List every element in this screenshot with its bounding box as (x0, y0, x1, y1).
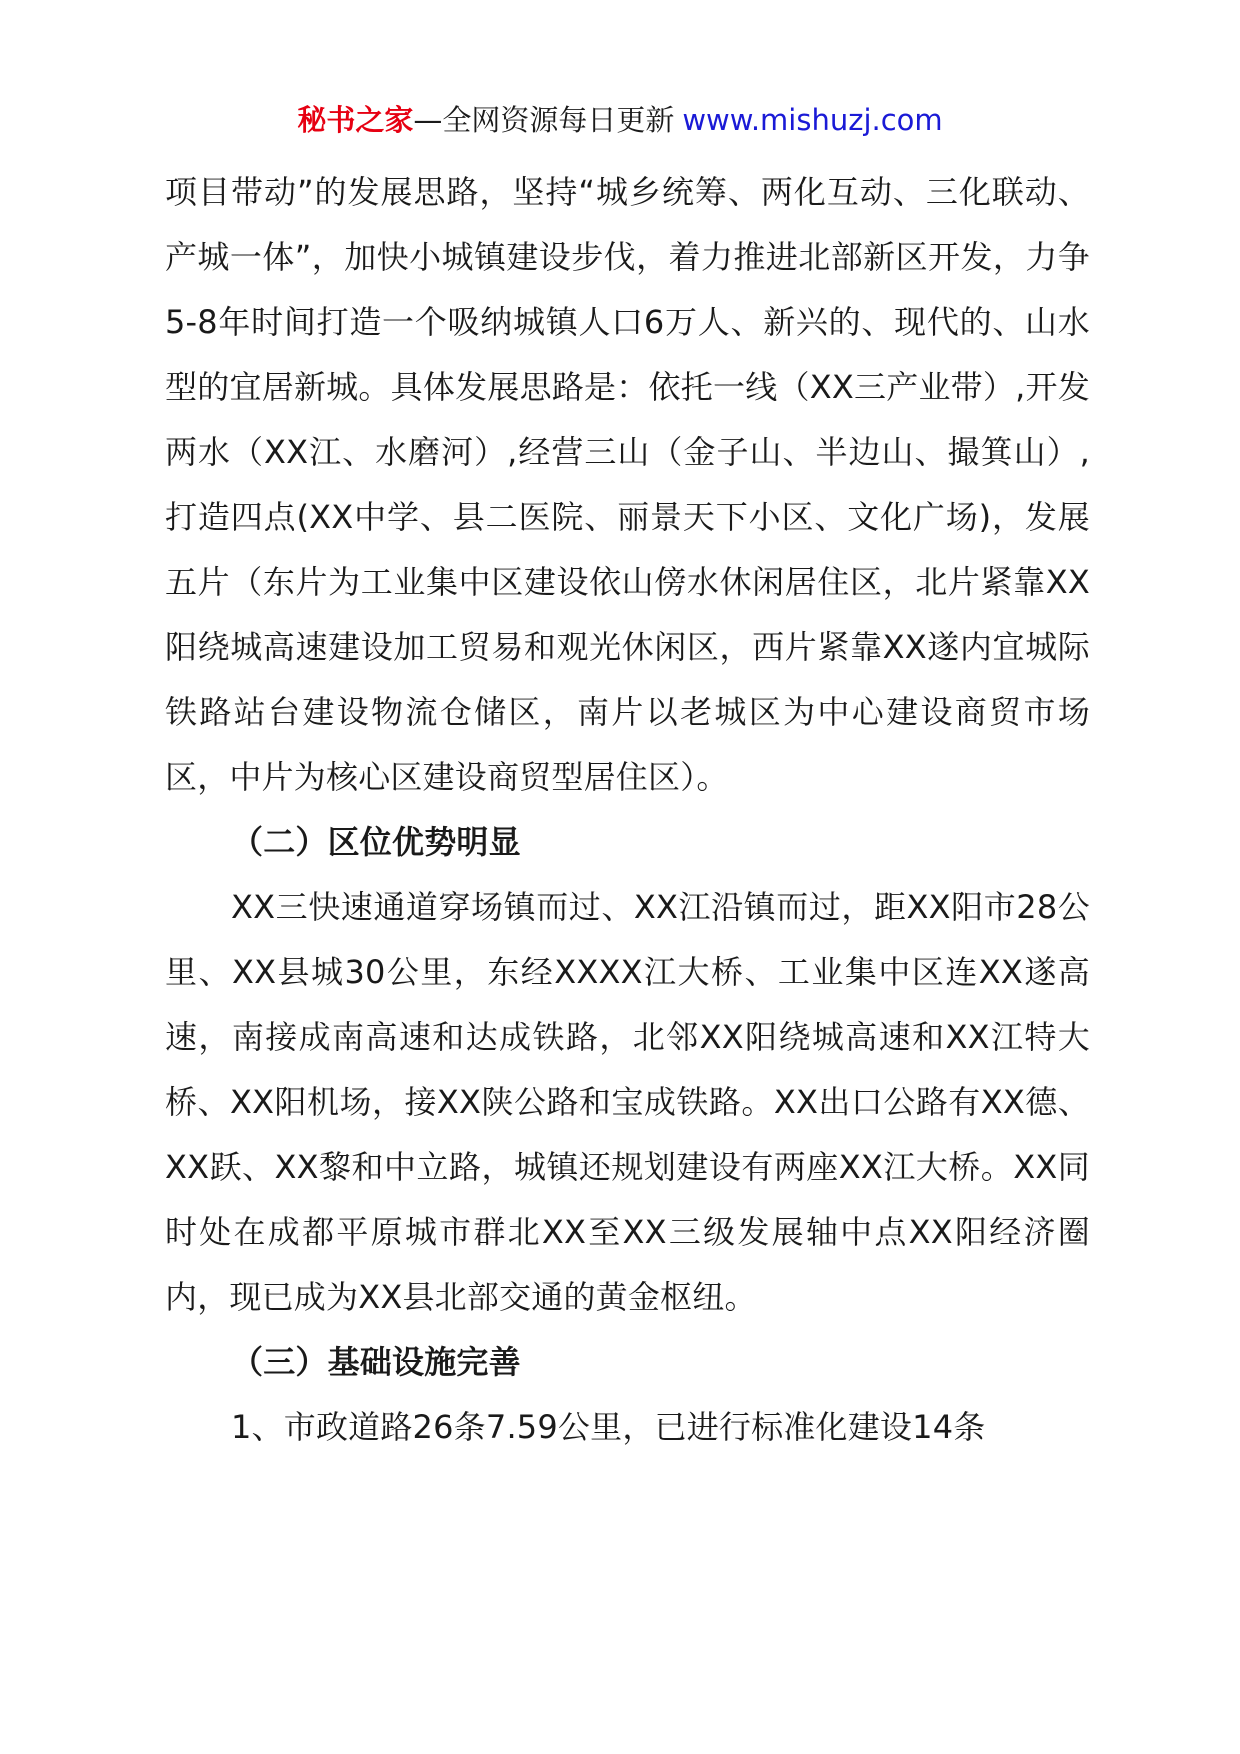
header-brand: 秘书之家 (297, 103, 414, 137)
paragraph-location-advantage: XX三快速通道穿场镇而过、XX江沿镇而过，距XX阳市28公里、XX县城30公里，东经XXXX江大桥、工业集中区连XX遂高速，南接成南高速和达成铁路，北邻XX阳绕城高速和XX江特大桥、XX阳机场，接XX陕公路和宝成铁路。XX出口公路有XX德、XX跃、XX黎和中立路，城镇还规划建设有两座XX江大桥。XX同时处在成都平原城市群北XX至XX三级发展轴中点XX阳经济圈内，现已成为XX县北部交通的黄金枢纽。 (165, 888, 1090, 1316)
section-heading-location-advantage: （二）区位优势明显 (231, 823, 521, 861)
document-body (165, 160, 1090, 1460)
header-url-link[interactable]: www.mishuzj.com (682, 103, 943, 137)
header-tagline: —全网资源每日更新 (413, 103, 675, 137)
section-heading-infrastructure: （三）基础设施完善 (231, 1343, 521, 1381)
paragraph-infrastructure: 1、市政道路26条7.59公里，已进行标准化建设14条 (231, 1408, 986, 1446)
paragraph-development-ideas: 项目带动”的发展思路，坚持“城乡统筹、两化互动、三化联动、产城一体”，加快小城镇建设步伐，着力推进北部新区开发，力争5-8年时间打造一个吸纳城镇人口6万人、新兴的、现代的、山水型的宜居新城。具体发展思路是：依托一线（XX三产业带）,开发两水（XX江、水磨河）,经营三山（金子山、半边山、撮箕山）,打造四点(XX中学、县二医院、丽景天下小区、文化广场)，发展五片（东片为工业集中区建设依山傍水休闲居住区，北片紧靠XX阳绕城高速建设加工贸易和观光休闲区，西片紧靠XX遂内宜城际铁路站台建设物流仓储区，南片以老城区为中心建设商贸市场区，中片为核心区建设商贸型居住区）。 (165, 173, 1090, 796)
page-header (0, 100, 1240, 140)
